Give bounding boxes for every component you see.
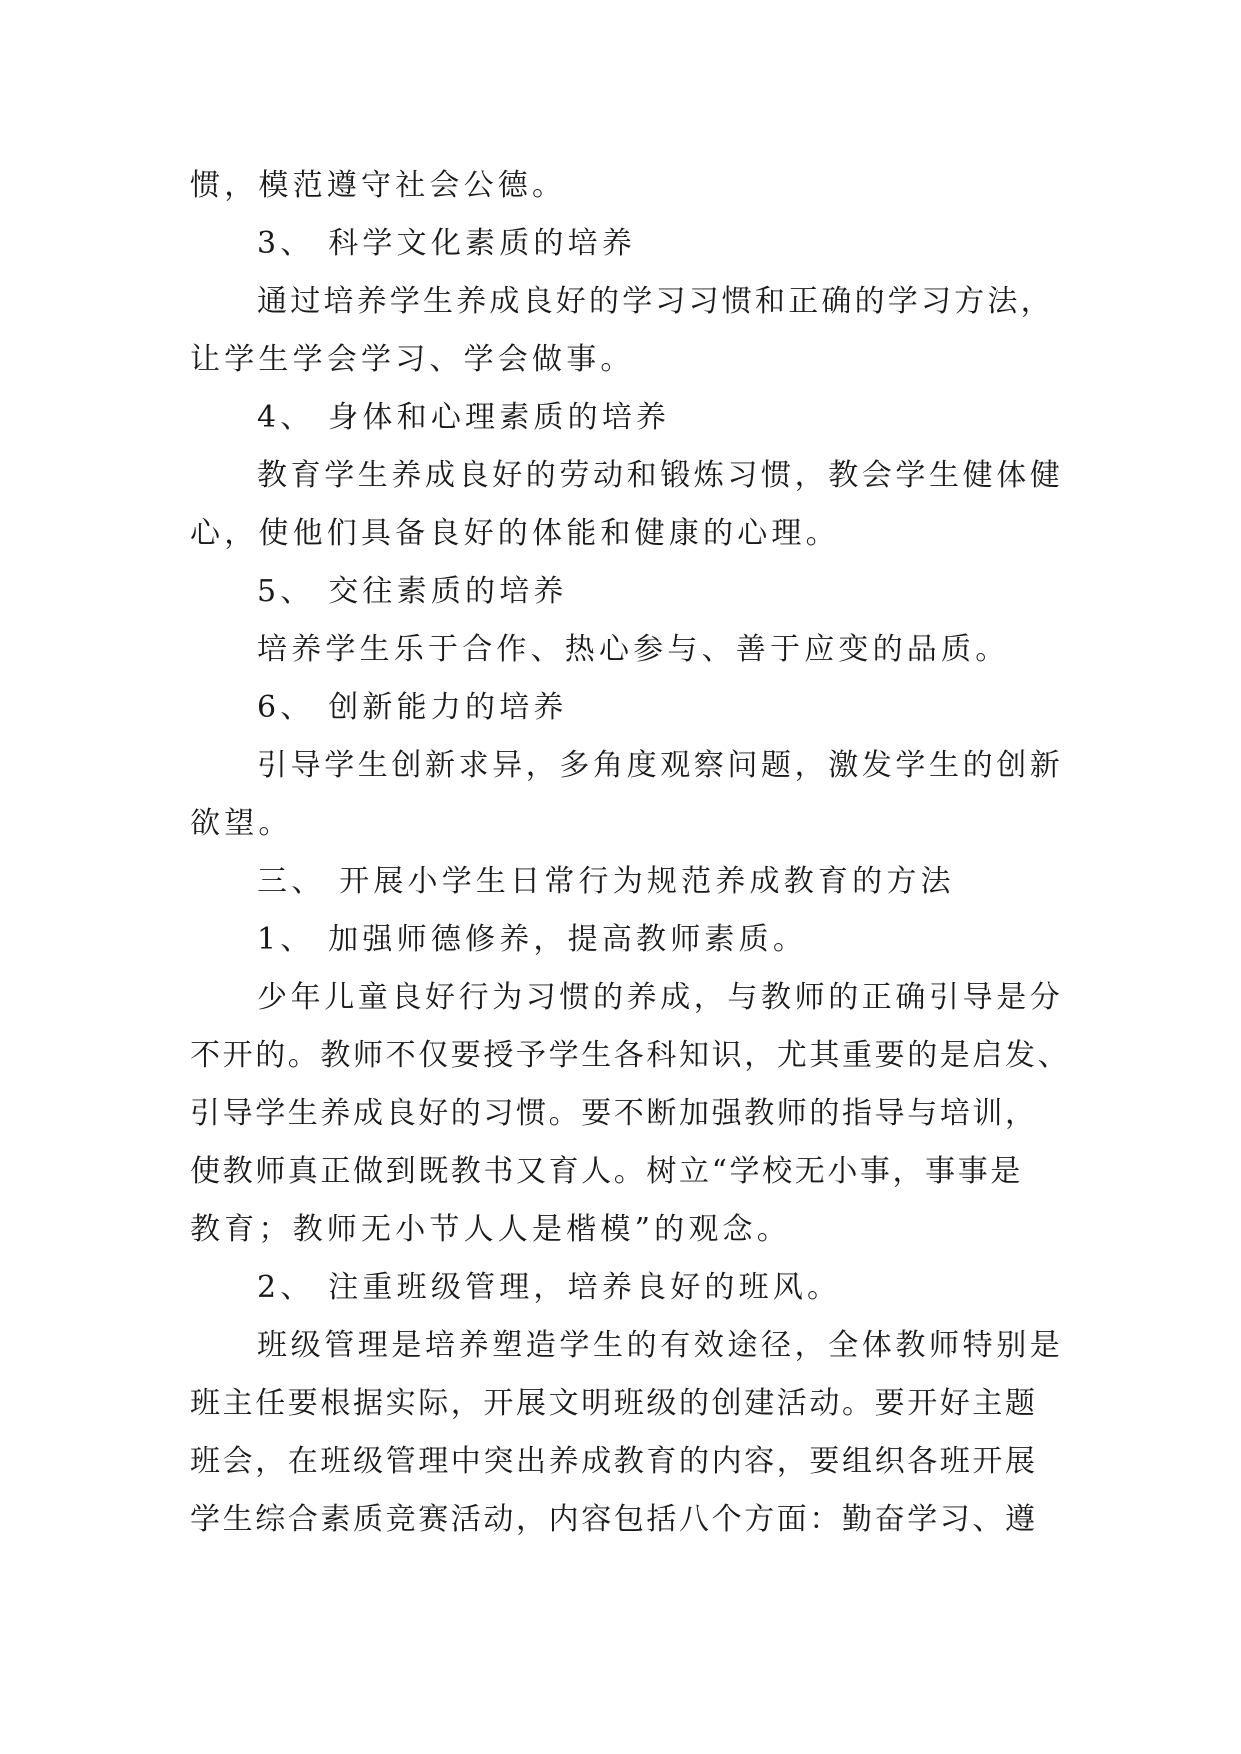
- paragraph-line: 班会，在班级管理中突出养成教育的内容，要组织各班开展: [190, 1444, 1038, 1479]
- chapter-heading-3: 三、 开展小学生日常行为规范养成教育的方法: [257, 864, 955, 899]
- paragraph-line: 引导学生养成良好的习惯。要不断加强教师的指导与培训，: [190, 1096, 1038, 1131]
- paragraph-line: 少年儿童良好行为习惯的养成，与教师的正确引导是分: [257, 980, 1064, 1015]
- paragraph-line: 让学生学会学习、学会做事。: [190, 342, 635, 377]
- section-heading-3: 3、 科学文化素质的培养: [257, 226, 637, 261]
- paragraph-line: 使教师真正做到既教书又育人。树立“学校无小事，事事是: [190, 1154, 1023, 1189]
- section-heading-4: 4、 身体和心理素质的培养: [257, 400, 671, 435]
- paragraph-line: 通过培养学生养成良好的学习习惯和正确的学习方法，: [257, 284, 1054, 319]
- paragraph-line: 欲望。: [190, 806, 293, 841]
- paragraph-line: 惯，模范遵守社会公德。: [190, 168, 567, 203]
- paragraph-line: 班主任要根据实际，开展文明班级的创建活动。要开好主题: [190, 1386, 1038, 1421]
- paragraph-line: 不开的。教师不仅要授予学生各科知识，尤其重要的是启发、: [190, 1038, 1071, 1073]
- paragraph-line: 心，使他们具备良好的体能和健康的心理。: [190, 516, 840, 551]
- section-heading-5: 5、 交往素质的培养: [257, 574, 568, 609]
- paragraph-line: 班级管理是培养塑造学生的有效途径，全体教师特别是: [257, 1328, 1064, 1363]
- section-heading-6: 6、 创新能力的培养: [257, 690, 568, 725]
- paragraph-line: 引导学生创新求异，多角度观察问题，激发学生的创新: [257, 748, 1064, 783]
- paragraph-line: 教育学生养成良好的劳动和锻炼习惯，教会学生健体健: [257, 458, 1064, 493]
- paragraph-line: 教育；教师无小节人人是楷模”的观念。: [190, 1212, 791, 1247]
- paragraph-line: 培养学生乐于合作、热心参与、善于应变的品质。: [257, 632, 1010, 667]
- paragraph-line: 学生综合素质竞赛活动，内容包括八个方面：勤奋学习、遵: [190, 1502, 1038, 1537]
- section-heading-2: 2、 注重班级管理，培养良好的班风。: [257, 1270, 842, 1305]
- section-heading-1: 1、 加强师德修养，提高教师素质。: [257, 922, 808, 957]
